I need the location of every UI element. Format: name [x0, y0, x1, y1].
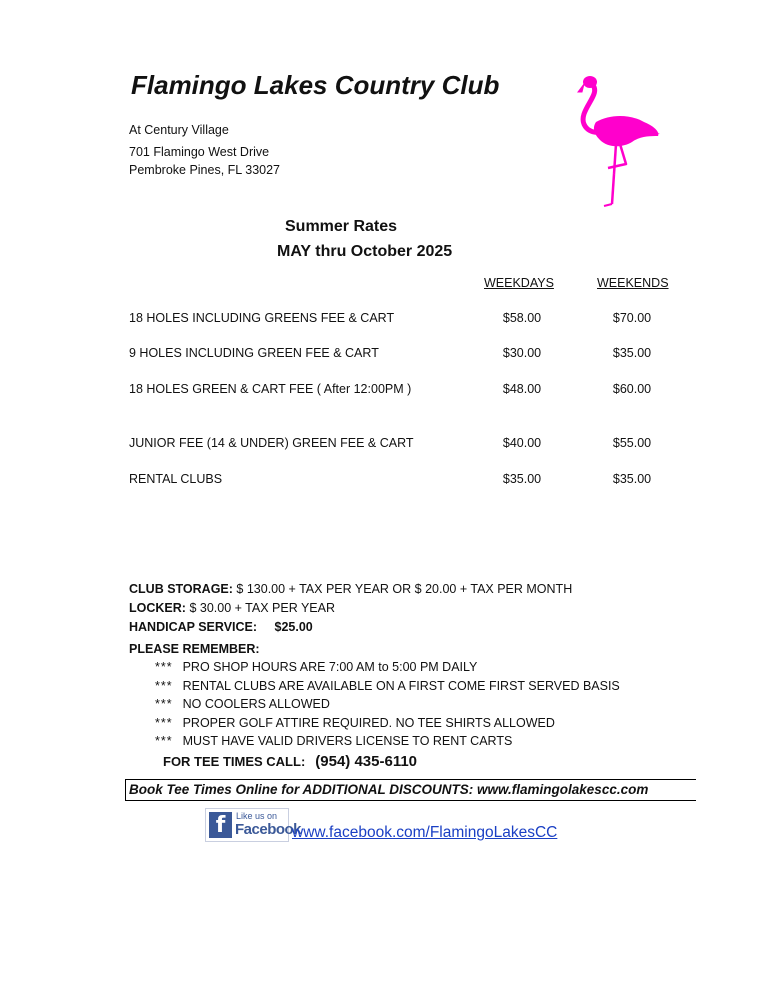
rates-title: Summer Rates [285, 218, 398, 235]
rate-row-weekend: $60.00 [612, 382, 652, 396]
rate-row-label: RENTAL CLUBS [129, 472, 223, 486]
facebook-badge[interactable] [205, 808, 302, 842]
tee-times-line [163, 753, 417, 770]
club-storage-line [129, 582, 572, 596]
please-remember-heading: PLEASE REMEMBER: [129, 642, 260, 656]
bullet-mark: *** [155, 716, 173, 730]
bullet-text: PROPER GOLF ATTIRE REQUIRED. NO TEE SHIRTS ALLOWED [182, 716, 555, 730]
facebook-badge-wordmark: Facebook [235, 821, 302, 838]
column-header-weekends: WEEKENDS [597, 276, 669, 290]
rate-row-weekend: $35.00 [612, 346, 652, 360]
tee-times-phone: (954) 435-6110 [315, 753, 418, 770]
rate-row-weekend: $35.00 [612, 472, 652, 486]
bullet-mark: *** [155, 679, 173, 693]
bullet-text: MUST HAVE VALID DRIVERS LICENSE TO RENT CARTS [182, 734, 513, 748]
list-item [155, 716, 555, 730]
address-line-3: Pembroke Pines, FL 33027 [129, 163, 281, 177]
rate-row-weekday: $35.00 [502, 472, 542, 486]
handicap-value: $25.00 [274, 620, 313, 634]
facebook-badge-like-text: Like us on [236, 811, 278, 821]
address-line-2: 701 Flamingo West Drive [129, 145, 270, 159]
column-header-weekdays: WEEKDAYS [484, 276, 554, 290]
rate-row-weekend: $55.00 [612, 436, 652, 450]
locker-label: LOCKER: [129, 601, 186, 615]
club-storage-label: CLUB STORAGE: [129, 582, 233, 596]
locker-value: $ 30.00 + TAX PER YEAR [189, 601, 336, 615]
bullet-text: PRO SHOP HOURS ARE 7:00 AM to 5:00 PM DAILY [182, 660, 478, 674]
flamingo-icon [570, 70, 665, 210]
book-online-text: Book Tee Times Online for ADDITIONAL DISCOUNTS: www.flamingolakescc.com [129, 782, 649, 797]
list-item [155, 660, 477, 674]
rates-period: MAY thru October 2025 [277, 243, 453, 260]
facebook-icon: f [209, 812, 232, 838]
rate-row-label: JUNIOR FEE (14 & UNDER) GREEN FEE & CART [129, 436, 414, 450]
bullet-text: NO COOLERS ALLOWED [182, 697, 330, 711]
rate-row-label: 9 HOLES INCLUDING GREEN FEE & CART [129, 346, 379, 360]
address-line-1: At Century Village [129, 123, 229, 137]
bullet-mark: *** [155, 697, 173, 711]
handicap-line [129, 620, 313, 634]
rate-row-weekday: $30.00 [502, 346, 542, 360]
handicap-label: HANDICAP SERVICE: [129, 620, 258, 634]
rate-row-weekday: $40.00 [502, 436, 542, 450]
tee-times-label: FOR TEE TIMES CALL: [163, 754, 306, 769]
book-online-banner [125, 779, 696, 801]
rate-row-label: 18 HOLES GREEN & CART FEE ( After 12:00PM ) [129, 382, 412, 396]
bullet-mark: *** [155, 660, 173, 674]
locker-line [129, 601, 335, 615]
list-item [155, 679, 620, 693]
rate-row-weekend: $70.00 [612, 311, 652, 325]
club-storage-value: $ 130.00 + TAX PER YEAR OR $ 20.00 + TAX PER MONTH [236, 582, 573, 596]
rate-row-weekday: $58.00 [502, 311, 542, 325]
list-item [155, 697, 330, 711]
club-title: Flamingo Lakes Country Club [131, 70, 500, 100]
bullet-text: RENTAL CLUBS ARE AVAILABLE ON A FIRST COME FIRST SERVED BASIS [182, 679, 620, 693]
facebook-link[interactable]: www.facebook.com/FlamingoLakesCC [292, 824, 558, 841]
bullet-mark: *** [155, 734, 173, 748]
list-item [155, 734, 512, 748]
rate-row-label: 18 HOLES INCLUDING GREENS FEE & CART [129, 311, 395, 325]
rate-row-weekday: $48.00 [502, 382, 542, 396]
